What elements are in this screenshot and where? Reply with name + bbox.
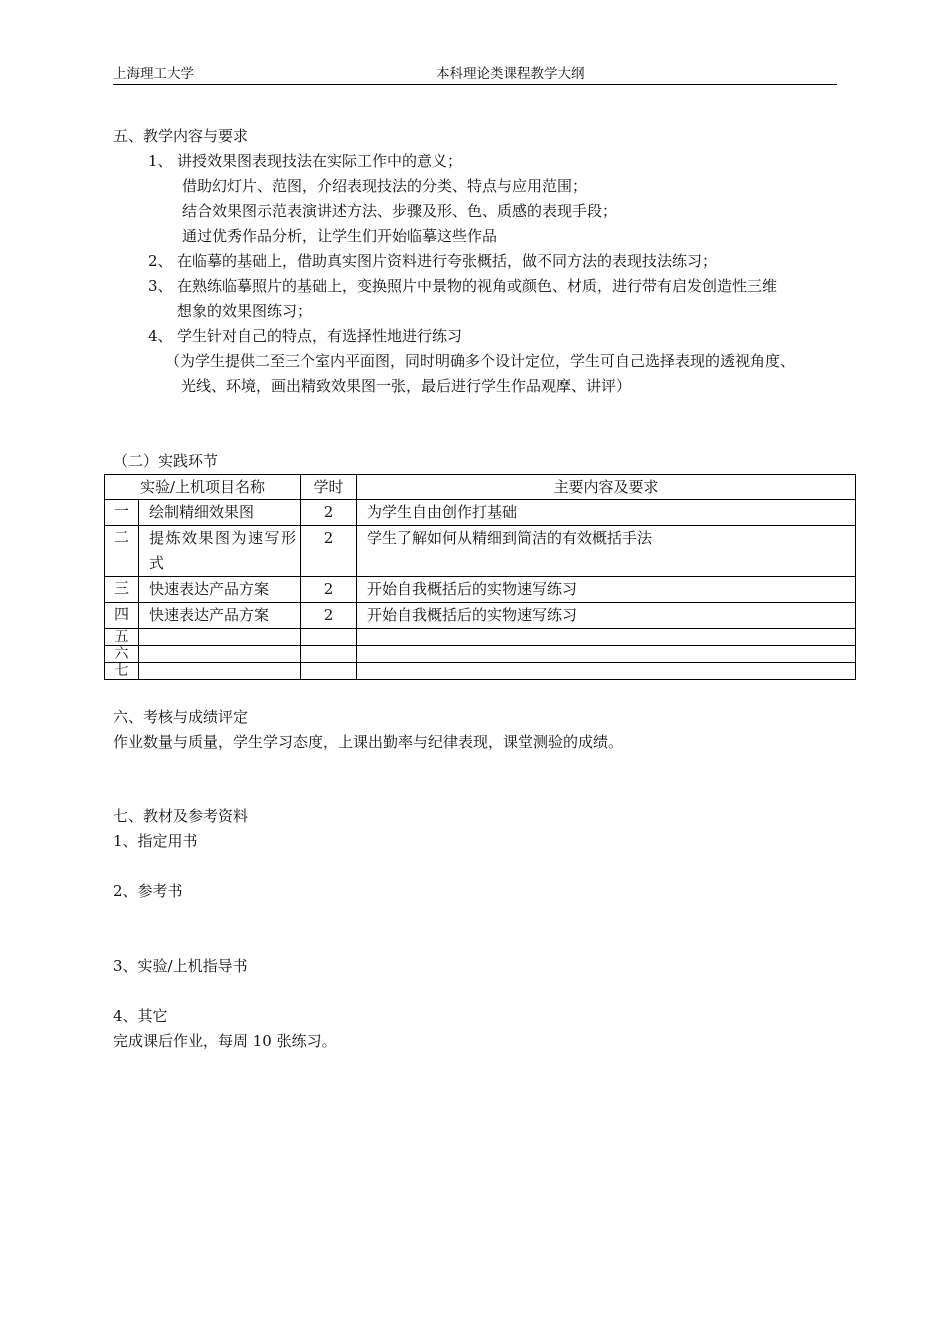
section5-item-text: 在临摹的基础上，借助真实图片资料进行夸张概括，做不同方法的表现技法练习； (177, 252, 718, 270)
project-name (139, 646, 301, 663)
row-number: 一 (105, 500, 139, 526)
section5-item-text: 在熟练临摹照片的基础上，变换照片中景物的视角或颜色、材质，进行带有启发创造性三维 (177, 277, 778, 295)
section5-subitem: 结合效果图示范表演讲述方法、步骤及形、色、质感的表现手段； (182, 202, 618, 220)
project-name: 快速表达产品方案 (139, 577, 301, 603)
project-requirements: 学生了解如何从精细到简洁的有效概括手法 (357, 526, 856, 577)
section7-other-text: 完成课后作业，每周 10 张练习。 (113, 1032, 337, 1050)
project-requirements: 为学生自由创作打基础 (357, 500, 856, 526)
section5-heading: 五、教学内容与要求 (113, 127, 249, 145)
project-name: 快速表达产品方案 (139, 603, 301, 629)
section7-item-lab-guide: 3、实验/上机指导书 (113, 957, 248, 975)
table-row (105, 646, 856, 663)
project-name: 提炼效果图为速写形式 (139, 526, 301, 577)
table-row (105, 577, 856, 603)
section6-text: 作业数量与质量，学生学习态度，上课出勤率与纪律表现，课堂测验的成绩。 (113, 733, 624, 751)
section5-item-num: 3、 (148, 277, 173, 295)
section5-item-num: 2、 (148, 252, 173, 270)
row-number: 四 (105, 603, 139, 629)
column-header-requirements: 主要内容及要求 (357, 475, 856, 500)
row-number: 二 (105, 526, 139, 577)
project-requirements (357, 646, 856, 663)
practice-heading: （二）实践环节 (113, 452, 219, 470)
section5-note-line: 光线、环境，画出精致效果图一张，最后进行学生作品观摩、讲评） (181, 377, 632, 395)
table-row (105, 500, 856, 526)
practice-table (104, 474, 856, 680)
project-name (139, 663, 301, 680)
row-number: 三 (105, 577, 139, 603)
header-document-title: 本科理论类课程教学大纲 (436, 66, 585, 82)
section6-heading: 六、考核与成绩评定 (113, 708, 249, 726)
section7-heading: 七、教材及参考资料 (113, 807, 249, 825)
project-hours: 2 (301, 603, 357, 629)
section5-item-num: 1、 (148, 152, 173, 170)
section5-subitem: 通过优秀作品分析，让学生们开始临摹这些作品 (182, 227, 498, 245)
header-school-name: 上海理工大学 (113, 66, 194, 82)
section7-item-other: 4、其它 (113, 1007, 168, 1025)
column-header-hours: 学时 (301, 475, 357, 500)
row-number: 七 (105, 663, 139, 680)
project-hours: 2 (301, 500, 357, 526)
section5-subitem: 借助幻灯片、范图，介绍表现技法的分类、特点与应用范围； (182, 177, 588, 195)
project-requirements (357, 629, 856, 646)
project-hours: 2 (301, 577, 357, 603)
project-name: 绘制精细效果图 (139, 500, 301, 526)
project-requirements: 开始自我概括后的实物速写练习 (357, 603, 856, 629)
table-row (105, 629, 856, 646)
project-hours (301, 646, 357, 663)
section5-note-line: （为学生提供二至三个室内平面图，同时明确多个设计定位，学生可自己选择表现的透视角度、 (165, 352, 796, 370)
project-requirements: 开始自我概括后的实物速写练习 (357, 577, 856, 603)
project-hours (301, 663, 357, 680)
section5-item-text: 学生针对自己的特点，有选择性地进行练习 (177, 327, 463, 345)
row-number: 五 (105, 629, 139, 646)
row-number: 六 (105, 646, 139, 663)
project-hours: 2 (301, 526, 357, 577)
table-row (105, 603, 856, 629)
project-name (139, 629, 301, 646)
column-header-project: 实验/上机项目名称 (105, 475, 301, 500)
section7-item-reference-books: 2、参考书 (113, 882, 183, 900)
table-row (105, 663, 856, 680)
section5-item-num: 4、 (148, 327, 173, 345)
section5-subitem: 想象的效果图练习； (177, 302, 313, 320)
table-row (105, 526, 856, 577)
header-rule (113, 84, 837, 85)
section7-item-required-books: 1、指定用书 (113, 832, 198, 850)
project-hours (301, 629, 357, 646)
section5-item-text: 讲授效果图表现技法在实际工作中的意义； (177, 152, 463, 170)
project-requirements (357, 663, 856, 680)
table-header-row (105, 475, 856, 500)
